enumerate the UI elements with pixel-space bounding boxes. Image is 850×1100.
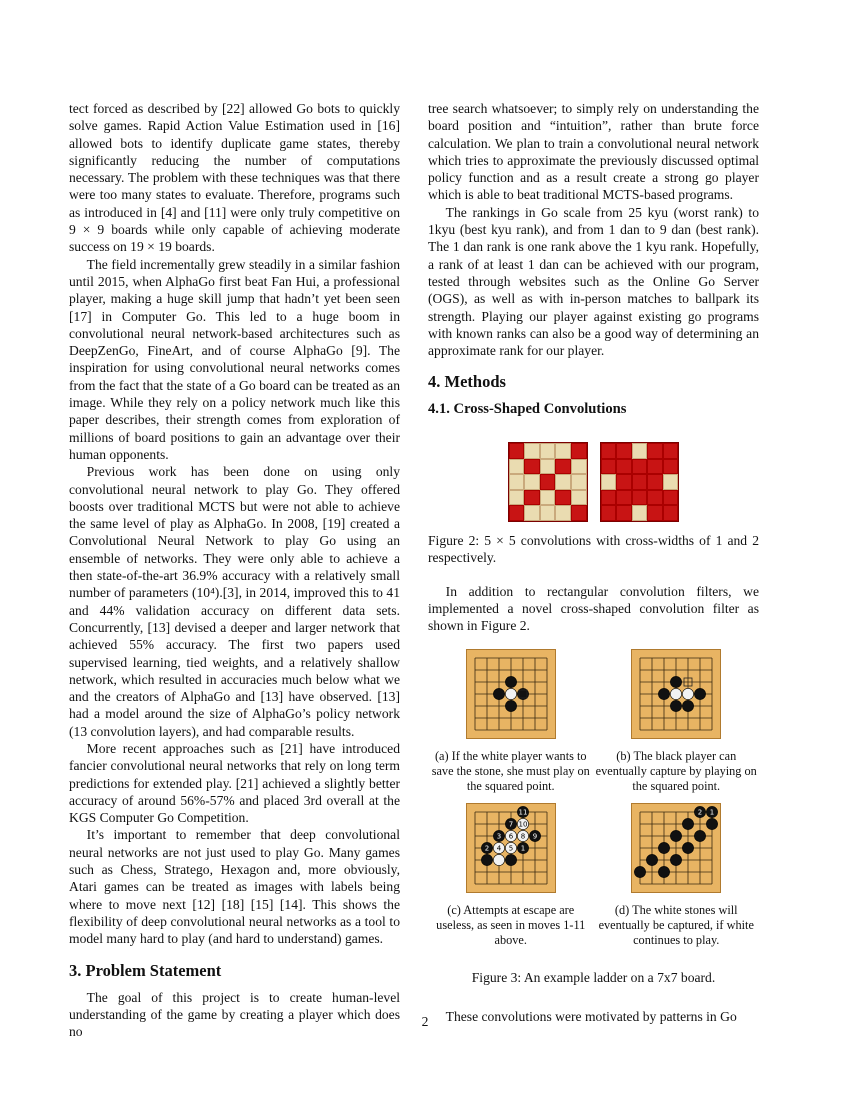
black-stone bbox=[671, 854, 682, 865]
white-stone bbox=[683, 688, 694, 699]
go-board bbox=[631, 803, 721, 893]
go-board bbox=[466, 649, 556, 739]
move-number: 7 bbox=[508, 820, 513, 828]
subcaption: (a) If the white player wants to save the stone, she must play on the squared point. bbox=[431, 748, 590, 793]
figure-2-filters bbox=[428, 442, 759, 522]
white-stone bbox=[505, 688, 516, 699]
black-stone bbox=[659, 688, 670, 699]
paragraph: It’s important to remember that deep convolutional neural networks are not just used to play Go. Many games such as Chess, Stratego, Hexagon and, more obviously, Atari games can be treated as images with labels being where to move next [12] [18] [15] [14]. This shows the flexibility of deep convolutional neural networks as a tool to model many hard to play (and hard to understand) games. bbox=[69, 827, 400, 947]
board-panel-a bbox=[428, 649, 594, 795]
move-number: 1 bbox=[710, 808, 715, 816]
filter-cell-off bbox=[540, 490, 556, 506]
filter-cell-on bbox=[663, 490, 679, 506]
go-board bbox=[466, 803, 556, 893]
paragraph: More recent approaches such as [21] have introduced fancier convolutional neural networks that rely on long term predictions for extended play. [21] achieved a slightly better accuracy of around 56%-57% and placed 3rd overall at the KGS Computer Go Competition. bbox=[69, 740, 400, 826]
conv-filter-width-1 bbox=[508, 442, 588, 522]
black-stone bbox=[683, 700, 694, 711]
black-stone bbox=[505, 700, 516, 711]
figure-3-caption: Figure 3: An example ladder on a 7x7 board. bbox=[471, 969, 716, 985]
filter-cell-on bbox=[555, 459, 571, 475]
filter-cell-on bbox=[509, 505, 525, 521]
black-stone bbox=[671, 830, 682, 841]
filter-cell-off bbox=[509, 474, 525, 490]
black-stone bbox=[505, 676, 516, 687]
filter-cell-on bbox=[601, 459, 617, 475]
black-stone bbox=[707, 818, 718, 829]
filter-cell-on bbox=[632, 490, 648, 506]
board-panel-c bbox=[428, 803, 594, 949]
filter-cell-off bbox=[571, 490, 587, 506]
move-number: 6 bbox=[508, 832, 513, 840]
board-svg bbox=[632, 804, 720, 892]
paragraph: The field incrementally grew steadily in a similar fashion until 2015, when AlphaGo first beat Fan Hui, a professional player, making a huge skill jump that hadn’t yet been seen [17] in Computer Go. This led to a huge boom in convolutional neural network-based architectures such as DeepZenGo, FineArt, and of course AlphaGo [9]. The inspiration for using convolutional neural networks comes from the fact that the state of a Go board can be treated as an image. While they rely on a policy network much like this paper describes, their strength comes from exploration of millions of board positions to gain an advantage over their human opponents. bbox=[69, 256, 400, 462]
move-number: 5 bbox=[508, 844, 513, 852]
filter-cell-off bbox=[540, 459, 556, 475]
filter-cell-off bbox=[571, 459, 587, 475]
board-panel-d bbox=[594, 803, 760, 949]
section-heading: 3. Problem Statement bbox=[69, 960, 222, 980]
filter-cell-on bbox=[632, 459, 648, 475]
black-stone bbox=[635, 866, 646, 877]
filter-cell-on bbox=[616, 443, 632, 459]
move-number: 11 bbox=[518, 808, 528, 816]
black-stone bbox=[505, 854, 516, 865]
filter-cell-on bbox=[647, 443, 663, 459]
move-number: 2 bbox=[698, 808, 703, 816]
paragraph: tree search whatsoever; to simply rely on understanding the board position and “intuition”, rather than brute force calculation. We plan to train a convolutional neural network which tries to approximate the previously discussed optimal policy function and as a result create a strong go player which is able to beat traditional MCTS-based programs. bbox=[428, 101, 759, 203]
section-heading: 4. Methods bbox=[428, 372, 506, 392]
black-stone bbox=[659, 866, 670, 877]
filter-cell-on bbox=[571, 505, 587, 521]
filter-cell-on bbox=[601, 443, 617, 459]
conv-filter-width-2 bbox=[600, 442, 680, 522]
board-svg bbox=[467, 804, 555, 892]
filter-cell-on bbox=[616, 505, 632, 521]
filter-cell-on bbox=[663, 459, 679, 475]
board-panel-b bbox=[594, 649, 760, 795]
paragraph: tect forced as described by [22] allowed Go bots to quickly solve games. Rapid Action Value Estimation used in [16] allowed bots to identify duplicate game states, thereby significantly reducing the number of computations necessary. The problem with these techniques was that there were too many states to evaluate. Therefore, programs such as introduced in [4] and [11] were only truly competitive on 9 × 9 boards while only capable of achieving moderate success on 19 × 19 boards. bbox=[69, 101, 400, 255]
black-stone bbox=[671, 676, 682, 687]
white-stone bbox=[671, 688, 682, 699]
filter-cell-off bbox=[601, 474, 617, 490]
move-number: 1 bbox=[520, 844, 525, 852]
black-stone bbox=[481, 854, 492, 865]
board-svg bbox=[467, 650, 555, 738]
filter-cell-off bbox=[632, 443, 648, 459]
filter-cell-on bbox=[524, 490, 540, 506]
filter-cell-off bbox=[555, 443, 571, 459]
paragraph: Previous work has been done on using only convolutional neural network to play Go. They offered boosts over traditional MCTS but were not able to achieve the same level of play as AlphaGo. In 2008, [19] created a Convolutional Neural Network to play Go using an ensemble of networks. They were only able to achieve a then state-of-the-art 36.9% accuracy with a relatively small number of parameters (10⁴).[3], in 2014, improved this to 41 and 44% validation accuracy on different data sets. Concurrently, [13] devised a deeper and larger network that achieved 55% accuracy. The first two papers used supervised learning, tied weights, and a relatively shallow network, which resulted in accuracies much below what we and the creators of AlphaGo and [13] have observed. [13] had a model around the size of AlphaGo’s policy network (13 convolution layers), and had comparable results. bbox=[69, 464, 400, 739]
black-stone bbox=[647, 854, 658, 865]
black-stone bbox=[683, 818, 694, 829]
filter-cell-on bbox=[509, 443, 525, 459]
page-number: 2 bbox=[421, 1014, 429, 1029]
black-stone bbox=[695, 688, 706, 699]
filter-cell-on bbox=[647, 474, 663, 490]
black-stone bbox=[671, 700, 682, 711]
filter-cell-off bbox=[524, 505, 540, 521]
filter-cell-on bbox=[616, 474, 632, 490]
subcaption: (b) The black player can eventually capture by playing on the squared point. bbox=[595, 748, 757, 793]
left-column bbox=[69, 100, 400, 1041]
move-number: 3 bbox=[496, 832, 501, 840]
filter-cell-on bbox=[524, 459, 540, 475]
white-stone bbox=[493, 854, 504, 865]
right-column bbox=[428, 100, 759, 1025]
filter-cell-on bbox=[540, 474, 556, 490]
filter-cell-on bbox=[647, 505, 663, 521]
move-number: 10 bbox=[518, 820, 528, 828]
subcaption: (c) Attempts at escape are useless, as seen in moves 1-11 above. bbox=[436, 902, 586, 947]
filter-cell-on bbox=[663, 505, 679, 521]
filter-cell-off bbox=[663, 474, 679, 490]
black-stone bbox=[659, 842, 670, 853]
filter-cell-off bbox=[524, 474, 540, 490]
move-number: 4 bbox=[496, 844, 501, 852]
black-stone bbox=[695, 830, 706, 841]
filter-cell-off bbox=[632, 505, 648, 521]
filter-cell-on bbox=[632, 474, 648, 490]
subcaption: (d) The white stones will eventually be captured, if white continues to play. bbox=[598, 902, 754, 947]
paragraph: The rankings in Go scale from 25 kyu (worst rank) to 1kyu (best kyu rank), and from 1 dan to 9 dan (best rank). The 1 dan rank is one rank above the 1 kyu rank. Hopefully, a rank of at least 1 dan can be achieved with our program, tested through websites such as the Online Go Server (OGS), as well as with in-person matches to ballpark its strength. Playing our player against existing go programs with known ranks can also be a good way of determining an approximate rank for our player. bbox=[428, 204, 759, 359]
move-number: 2 bbox=[484, 844, 489, 852]
paragraph: These convolutions were motivated by patterns in Go bbox=[445, 1008, 737, 1024]
paragraph: The goal of this project is to create human-level understanding of the game by creating a player which does no bbox=[69, 989, 400, 1040]
filter-cell-on bbox=[616, 459, 632, 475]
figure-3-boards bbox=[428, 649, 759, 949]
filter-cell-off bbox=[540, 505, 556, 521]
filter-cell-off bbox=[555, 474, 571, 490]
filter-cell-on bbox=[647, 490, 663, 506]
figure-2-caption: Figure 2: 5 × 5 convolutions with cross-widths of 1 and 2 respectively. bbox=[428, 533, 759, 566]
filter-cell-off bbox=[555, 505, 571, 521]
black-stone bbox=[683, 842, 694, 853]
board-svg bbox=[632, 650, 720, 738]
subsection-heading: 4.1. Cross-Shaped Convolutions bbox=[428, 400, 627, 417]
filter-cell-on bbox=[601, 505, 617, 521]
black-stone bbox=[493, 688, 504, 699]
filter-cell-off bbox=[571, 474, 587, 490]
filter-cell-off bbox=[540, 443, 556, 459]
filter-cell-on bbox=[663, 443, 679, 459]
filter-cell-on bbox=[616, 490, 632, 506]
filter-cell-off bbox=[509, 490, 525, 506]
go-board bbox=[631, 649, 721, 739]
move-number: 8 bbox=[520, 832, 525, 840]
filter-cell-off bbox=[509, 459, 525, 475]
filter-cell-on bbox=[555, 490, 571, 506]
filter-cell-on bbox=[601, 490, 617, 506]
move-number: 9 bbox=[532, 832, 537, 840]
filter-cell-on bbox=[571, 443, 587, 459]
filter-cell-on bbox=[647, 459, 663, 475]
filter-cell-off bbox=[524, 443, 540, 459]
paragraph: In addition to rectangular convolution filters, we implemented a novel cross-shaped convolution filter as shown in Figure 2. bbox=[428, 583, 759, 634]
